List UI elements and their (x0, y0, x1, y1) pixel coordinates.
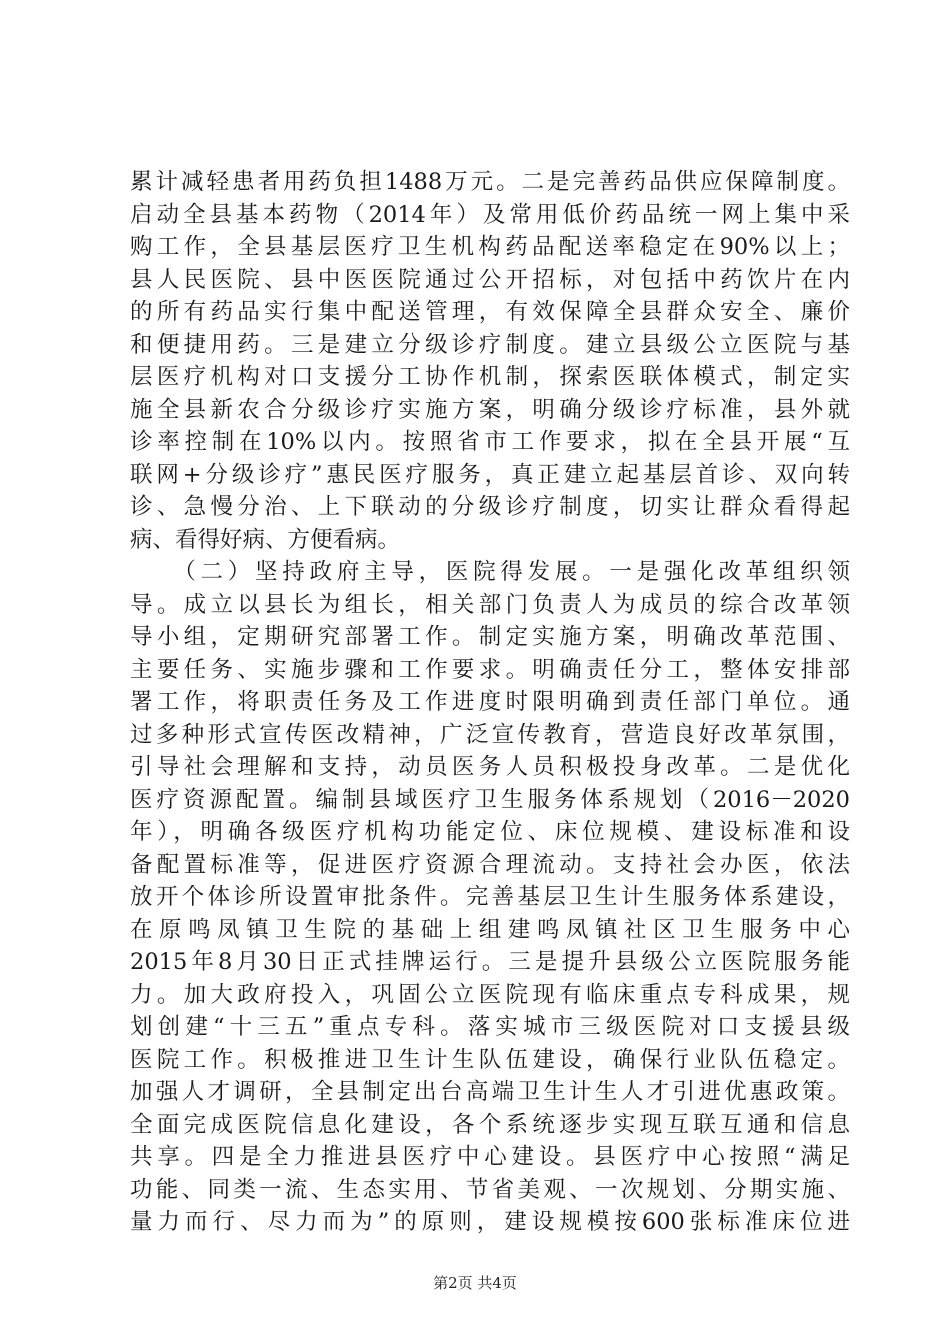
page-footer (0, 1273, 950, 1293)
text-line: 县人民医院、县中医医院通过公开招标，对包括中药饮片在内 (130, 266, 850, 293)
text-line: 诊率控制在10%以内。按照省市工作要求，拟在全县开展“互 (130, 429, 850, 455)
text-line: 过多种形式宣传医改精神，广泛宣传教育，营造良好改革氛围， (130, 721, 850, 748)
text-line: 主要任务、实施步骤和工作要求。明确责任分工，整体安排部 (130, 656, 850, 683)
text-line: 引导社会理解和支持，动员医务人员积极投身改革。二是优化 (130, 754, 850, 780)
text-line: 和便捷用药。三是建立分级诊疗制度。建立县级公立医院与基 (130, 331, 850, 358)
text-line: 备配置标准等，促进医疗资源合理流动。支持社会办医，依法 (130, 851, 850, 878)
text-line: 诊、急慢分治、上下联动的分级诊疗制度，切实让群众看得起 (130, 494, 850, 520)
text-line: 购工作，全县基层医疗卫生机构药品配送率稳定在90%以上； (130, 234, 850, 260)
text-line: 施全县新农合分级诊疗实施方案，明确分级诊疗标准，县外就 (130, 396, 850, 423)
text-line: 层医疗机构对口支援分工协作机制，探索医联体模式，制定实 (130, 364, 850, 390)
text-line: 功能、同类一流、生态实用、节省美观、一次规划、分期实施、 (130, 1176, 850, 1203)
document-body (130, 166, 850, 1239)
text-line: 在原鸣凤镇卫生院的基础上组建鸣凤镇社区卫生服务中心 (130, 916, 850, 943)
text-line: 划创建“十三五”重点专科。落实城市三级医院对口支援县级 (130, 1014, 850, 1040)
text-line: 医院工作。积极推进卫生计生队伍建设，确保行业队伍稳定。 (130, 1046, 850, 1073)
text-line: 联网+分级诊疗”惠民医疗服务，真正建立起基层首诊、双向转 (130, 461, 850, 488)
text-line: 累计减轻患者用药负担1488万元。二是完善药品供应保障制度。 (130, 169, 850, 195)
text-line: 量力而行、尽力而为”的原则，建设规模按600张标准床位进 (130, 1209, 850, 1235)
text-line: 导。成立以县长为组长，相关部门负责人为成员的综合改革领 (130, 591, 850, 618)
text-line: 共享。四是全力推进县医疗中心建设。县医疗中心按照“满足 (130, 1144, 850, 1170)
text-line: 力。加大政府投入，巩固公立医院现有临床重点专科成果，规 (130, 981, 850, 1008)
text-line: 署工作，将职责任务及工作进度时限明确到责任部门单位。通 (130, 689, 850, 715)
text-line: 医疗资源配置。编制县域医疗卫生服务体系规划（2016－2020 (130, 786, 850, 813)
text-line: 年），明确各级医疗机构功能定位、床位规模、建设标准和设 (130, 819, 850, 845)
text-line: 启动全县基本药物（2014年）及常用低价药品统一网上集中采 (130, 201, 850, 228)
text-line: 放开个体诊所设置审批条件。完善基层卫生计生服务体系建设， (130, 884, 850, 910)
text-line: 的所有药品实行集中配送管理，有效保障全县群众安全、廉价 (130, 299, 850, 325)
page-number: 第2页 共4页 (433, 1274, 517, 1292)
text-line: 加强人才调研，全县制定出台高端卫生计生人才引进优惠政策。 (130, 1079, 850, 1105)
paragraph-end-line: 病、看得好病、方便看病。 (130, 526, 401, 553)
text-line: 导小组，定期研究部署工作。制定实施方案，明确改革范围、 (130, 624, 850, 650)
text-line: 全面完成医院信息化建设，各个系统逐步实现互联互通和信息 (130, 1111, 850, 1138)
text-line: 2015年8月30日正式挂牌运行。三是提升县级公立医院服务能 (130, 949, 850, 975)
text-line: （二）坚持政府主导，医院得发展。一是强化改革组织领 (130, 559, 850, 585)
